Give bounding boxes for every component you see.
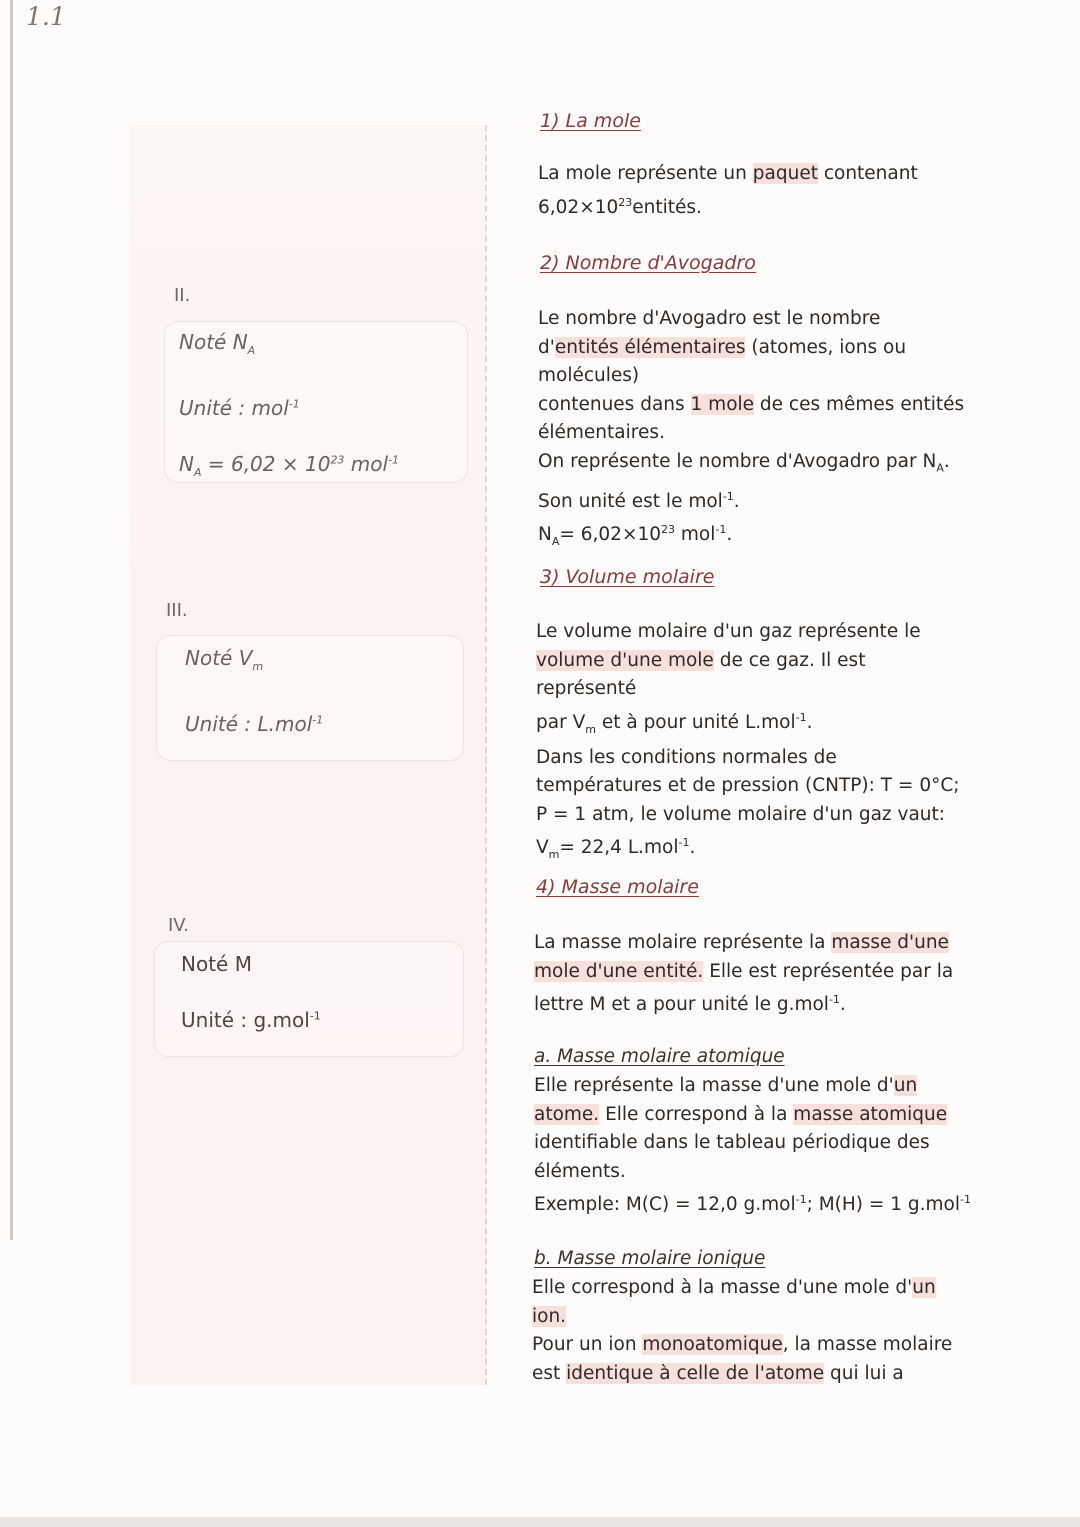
roman-numeral-2: II. (174, 285, 191, 306)
avogadro-value: $N_A = 6,02 \times 10^{23}$ mol$^{-1}$ (179, 452, 400, 479)
unit-label: Unité : mol$^{-1}$ (179, 396, 300, 420)
unit-label: Unité : L.mol$^{-1}$ (185, 712, 324, 736)
notation-label: Noté M (181, 952, 252, 976)
section-title-mole: 1) La mole (540, 110, 641, 132)
section-title-volume: 3) Volume molaire (540, 566, 715, 588)
section-title-avogadro: 2) Nombre d'Avogadro (540, 252, 756, 274)
avogadro-paragraph: Le nombre d'Avogadro est le nombre d'entités élémentaires (atomes, ions ou molécules) contenues dans 1 mole de ces mêmes entités élémentaires. On représente le nombre d'Avogadro par $N_A$. Son unité est le mol$^{-1}$. $N_A= 6,02\times 10^{23}$ mol$^{-1}$. (538, 308, 965, 549)
notation-label: Noté $V_m$ (185, 646, 264, 673)
left-summary-panel (130, 125, 487, 1385)
roman-numeral-3: III. (166, 600, 188, 621)
roman-numeral-4: IV. (168, 915, 190, 936)
subsection-title-ionic: b. Masse molaire ionique (534, 1248, 766, 1269)
mole-paragraph: La mole représente un paquet contenant $6,02\times 10^{23}entités$. (538, 163, 918, 218)
page-bottom-edge (0, 1517, 1080, 1527)
page-number: 1.1 (26, 2, 66, 31)
notation-label: Noté $N_A$ (179, 330, 256, 357)
section-title-mass: 4) Masse molaire (536, 876, 699, 898)
page-edge (10, 0, 13, 1240)
ionic-mass-paragraph: Elle correspond à la masse d'une mole d'un ion. Pour un ion monoatomique, la masse molaire est identique à celle de l'atome qui lui a (532, 1277, 953, 1384)
definition-box-avogadro (164, 321, 468, 483)
definition-box-volume (156, 635, 464, 761)
definition-box-mass (154, 941, 464, 1057)
unit-label: Unité : g.mol$^{-1}$ (181, 1008, 321, 1032)
mass-paragraph: La masse molaire représente la masse d'une mole d'une entité. Elle est représentée par la lettre M et a pour unité le g.mol$^{-1}$. (534, 932, 954, 1016)
atomic-mass-paragraph: Elle représente la masse d'une mole d'un atome. Elle correspond à la masse atomique identifiable dans le tableau périodique des éléments. Exemple: M(C) = 12,0 g.mol$^{-1}$; M(H) = 1 g.mol$^{-1}$ (534, 1075, 971, 1216)
subsection-title-atomic: a. Masse molaire atomique (534, 1046, 785, 1067)
volume-paragraph: Le volume molaire d'un gaz représente le volume d'une mole de ce gaz. Il est représenté par $V_m$ et à pour unité L.mol$^{-1}$. Dans les conditions normales de températures et de pression (CNTP): T = 0°C; P = 1 atm, le volume molaire d'un gaz vaut: $V_m= 22,4$ L.mol$^{-1}$. (536, 621, 960, 862)
